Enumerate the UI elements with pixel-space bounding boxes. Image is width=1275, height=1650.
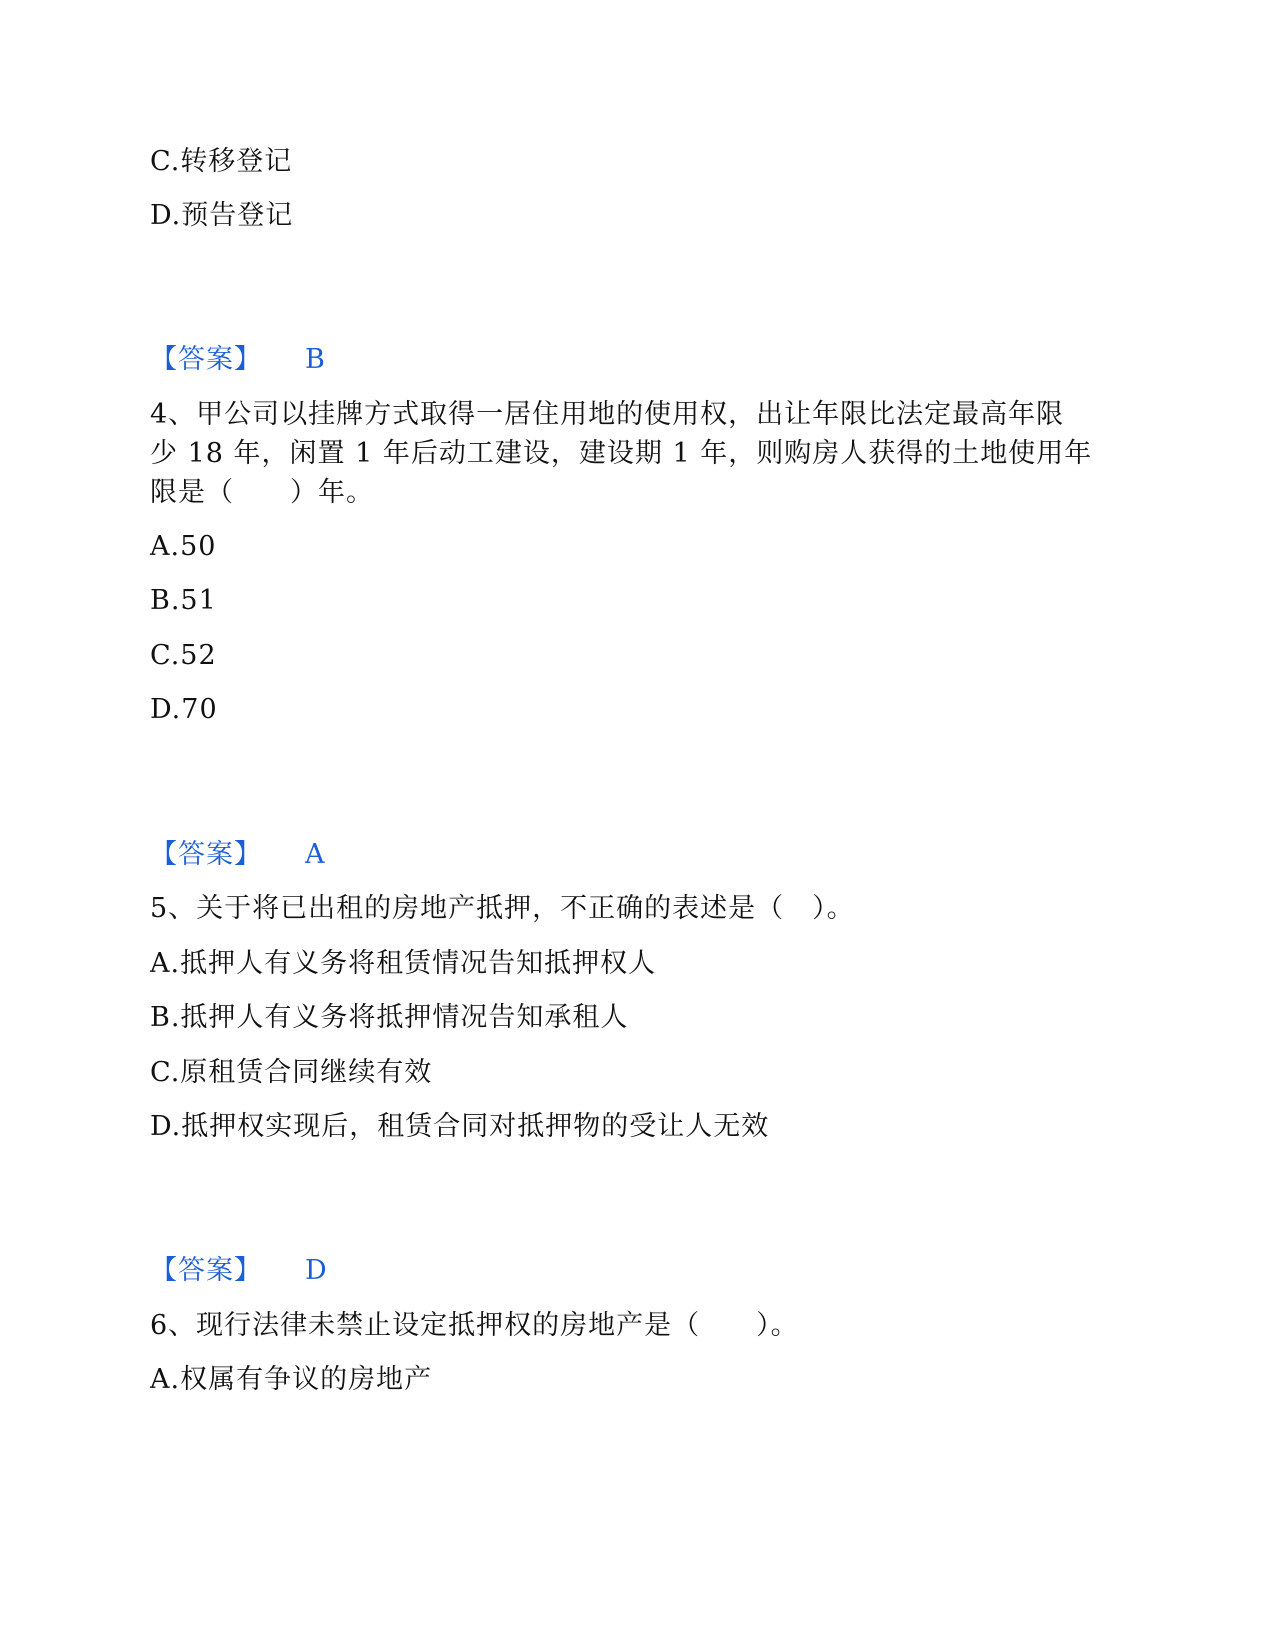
q4-option-b: B.51: [150, 585, 217, 616]
q4-option-c: C.52: [150, 640, 217, 671]
q6-option-a: A.权属有争议的房地产: [150, 1364, 433, 1395]
q5-option-a: A.抵押人有义务将租赁情况告知抵押权人: [150, 948, 657, 979]
q3-option-c: C.转移登记: [150, 146, 293, 177]
q4-stem-line-3: 限是（ ）年。: [150, 477, 374, 508]
q4-option-a: A.50: [150, 531, 217, 562]
q5-option-b: B.抵押人有义务将抵押情况告知承租人: [150, 1002, 629, 1033]
answer-value: B: [305, 344, 325, 375]
q4-stem-line-2: 少 18 年，闲置 1 年后动工建设，建设期 1 年，则购房人获得的土地使用年: [150, 438, 1093, 469]
q4-stem-line-1: 4、甲公司以挂牌方式取得一居住用地的使用权，出让年限比法定最高年限: [150, 399, 1065, 430]
answer-value: A: [305, 839, 325, 870]
q3-answer: [150, 340, 325, 380]
answer-tag: 【答案】: [150, 839, 262, 870]
q4-option-d: D.70: [150, 694, 218, 725]
answer-tag: 【答案】: [150, 344, 262, 375]
q6-stem-line-1: 6、现行法律未禁止设定抵押权的房地产是（ ）。: [150, 1310, 799, 1341]
q4-answer: [150, 835, 325, 875]
q5-stem-line-1: 5、关于将已出租的房地产抵押，不正确的表述是（ ）。: [150, 893, 855, 924]
q5-option-d: D.抵押权实现后，租赁合同对抵押物的受让人无效: [150, 1111, 770, 1142]
answer-tag: 【答案】: [150, 1255, 262, 1286]
q3-option-d: D.预告登记: [150, 200, 294, 231]
q5-option-c: C.原租赁合同继续有效: [150, 1057, 433, 1088]
q5-answer: [150, 1251, 327, 1291]
answer-value: D: [305, 1255, 327, 1286]
